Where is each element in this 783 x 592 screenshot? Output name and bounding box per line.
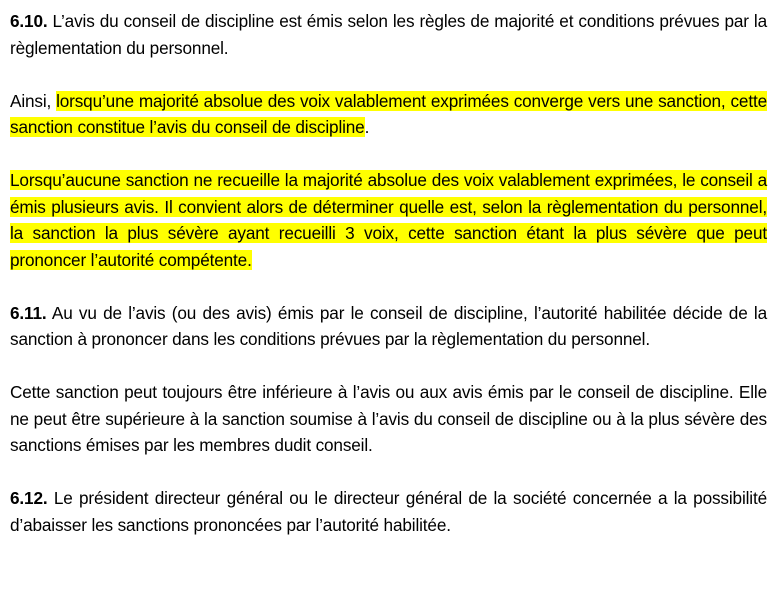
document-body <box>10 8 767 565</box>
paragraph-tail-text: . <box>364 117 370 137</box>
highlighted-text: Lorsqu’aucune sanction ne recueille la majorité absolue des voix valablement exprimées, le conseil a émis plusieurs avis. Il convient alors de déterminer quelle est, selon la règlementation du personnel, la sanction la plus sévère ayant recueilli 3 voix, cette sanction étant la plus sévère que peut prononcer l’autorité compétente. <box>10 170 767 270</box>
paragraph-text: L’avis du conseil de discipline est émis selon les règles de majorité et conditions prévues par la règlementation du personnel. <box>10 11 767 58</box>
paragraph-6-11 <box>10 300 767 353</box>
paragraph-text: Au vu de l’avis (ou des avis) émis par le conseil de discipline, l’autorité habilitée décide de la sanction à prononcer dans les conditions prévues par la règlementation du personnel. <box>10 302 767 349</box>
section-number: 6.11. <box>10 302 47 323</box>
paragraph-6-12 <box>10 485 767 538</box>
paragraph-cette <box>10 379 767 459</box>
paragraph-text: Le président directeur général ou le directeur général de la société concernée a la possibilité d’abaisser les sanctions prononcées par l’autorité habilitée. <box>10 488 767 535</box>
paragraph-lead-text: Ainsi, <box>10 90 57 111</box>
paragraph-ainsi <box>10 88 767 141</box>
section-number: 6.10. <box>10 11 48 31</box>
paragraph-lorsqu <box>10 167 767 273</box>
section-number: 6.12. <box>10 488 48 508</box>
highlighted-text: lorsqu’une majorité absolue des voix valablement exprimées converge vers une sanction, cette sanction constitue l’avis du conseil de discipline <box>10 90 768 137</box>
paragraph-6-10 <box>10 8 767 61</box>
paragraph-text: Cette sanction peut toujours être inférieure à l’avis ou aux avis émis par le conseil de discipline. Elle ne peut être supérieure à la sanction soumise à l’avis du conseil de discipline ou à la plus sévère des sanctions émises par les membres dudit conseil. <box>10 382 767 455</box>
